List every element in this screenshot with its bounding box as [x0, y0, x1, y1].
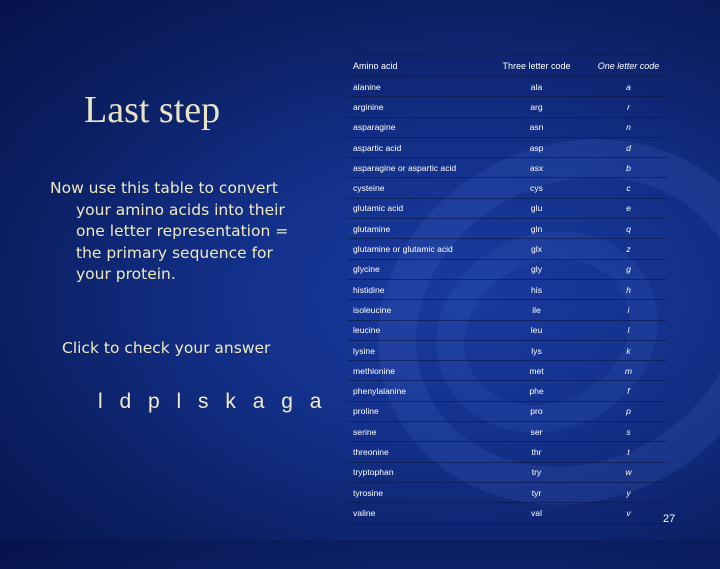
- page-number: 27: [663, 513, 676, 525]
- three-letter-cell: ser: [483, 422, 590, 442]
- table-row: [347, 158, 667, 178]
- table-row: [347, 340, 667, 360]
- three-letter-cell: ile: [483, 300, 590, 320]
- amino-acid-cell: isoleucine: [347, 300, 483, 320]
- three-letter-cell: pro: [483, 401, 590, 421]
- table-row: [347, 117, 667, 137]
- three-letter-cell: ala: [483, 77, 590, 97]
- table-row: [347, 198, 667, 218]
- one-letter-cell: h: [590, 279, 667, 299]
- three-letter-cell: glx: [483, 239, 590, 259]
- table-row: [347, 320, 667, 340]
- amino-acid-table: [347, 54, 667, 524]
- three-letter-cell: cys: [483, 178, 590, 198]
- table-row: [347, 77, 667, 97]
- instructions-text: [50, 178, 312, 286]
- one-letter-cell: y: [590, 482, 667, 502]
- one-letter-cell: w: [590, 462, 667, 482]
- table-row: [347, 503, 667, 523]
- three-letter-cell: met: [483, 361, 590, 381]
- three-letter-cell: lys: [483, 340, 590, 360]
- table-row: [347, 462, 667, 482]
- one-letter-cell: m: [590, 361, 667, 381]
- slide-title: Last step: [84, 89, 221, 131]
- table-row: [347, 300, 667, 320]
- one-letter-cell: f: [590, 381, 667, 401]
- amino-acid-cell: glutamine: [347, 219, 483, 239]
- one-letter-cell: i: [590, 300, 667, 320]
- check-answer-link[interactable]: Click to check your answer: [62, 339, 271, 357]
- three-letter-cell: asn: [483, 117, 590, 137]
- one-letter-cell: a: [590, 77, 667, 97]
- amino-acid-cell: threonine: [347, 442, 483, 462]
- amino-acid-cell: glutamine or glutamic acid: [347, 239, 483, 259]
- amino-acid-cell: glutamic acid: [347, 198, 483, 218]
- one-letter-cell: n: [590, 117, 667, 137]
- amino-acid-cell: proline: [347, 401, 483, 421]
- amino-acid-cell: alanine: [347, 77, 483, 97]
- amino-acid-cell: tyrosine: [347, 482, 483, 502]
- three-letter-cell: glu: [483, 198, 590, 218]
- one-letter-cell: d: [590, 137, 667, 157]
- one-letter-cell: s: [590, 422, 667, 442]
- table-row: [347, 219, 667, 239]
- one-letter-cell: t: [590, 442, 667, 462]
- three-letter-cell: val: [483, 503, 590, 523]
- one-letter-cell: e: [590, 198, 667, 218]
- three-letter-cell: asp: [483, 137, 590, 157]
- answer-sequence: l d p l s k a g a: [98, 390, 327, 413]
- table-row: [347, 259, 667, 279]
- table-row: [347, 361, 667, 381]
- table-row: [347, 97, 667, 117]
- table-row: [347, 401, 667, 421]
- one-letter-cell: p: [590, 401, 667, 421]
- three-letter-cell: asx: [483, 158, 590, 178]
- table-row: [347, 381, 667, 401]
- three-letter-cell: his: [483, 279, 590, 299]
- amino-acid-cell: lysine: [347, 340, 483, 360]
- three-letter-cell: arg: [483, 97, 590, 117]
- table-body: [347, 77, 667, 524]
- three-letter-cell: gln: [483, 219, 590, 239]
- one-letter-cell: v: [590, 503, 667, 523]
- table-row: [347, 422, 667, 442]
- table-row: [347, 482, 667, 502]
- amino-acid-cell: arginine: [347, 97, 483, 117]
- column-header-amino-acid: Amino acid: [347, 55, 483, 77]
- table-header-row: [347, 55, 667, 77]
- three-letter-cell: gly: [483, 259, 590, 279]
- one-letter-cell: r: [590, 97, 667, 117]
- column-header-three-letter: Three letter code: [483, 55, 590, 77]
- amino-acid-cell: tryptophan: [347, 462, 483, 482]
- amino-acid-cell: aspartic acid: [347, 137, 483, 157]
- table-row: [347, 239, 667, 259]
- three-letter-cell: try: [483, 462, 590, 482]
- instructions-label: Now use this table to convert your amino acids into their one letter representation = the primary sequence for your protein.: [50, 179, 289, 283]
- one-letter-cell: c: [590, 178, 667, 198]
- amino-acid-cell: phenylalanine: [347, 381, 483, 401]
- one-letter-cell: l: [590, 320, 667, 340]
- one-letter-cell: k: [590, 340, 667, 360]
- amino-acid-cell: glycine: [347, 259, 483, 279]
- amino-acid-cell: serine: [347, 422, 483, 442]
- table-row: [347, 178, 667, 198]
- column-header-one-letter: One letter code: [590, 55, 667, 77]
- amino-acid-cell: methionine: [347, 361, 483, 381]
- one-letter-cell: z: [590, 239, 667, 259]
- amino-acid-cell: valine: [347, 503, 483, 523]
- one-letter-cell: b: [590, 158, 667, 178]
- three-letter-cell: phe: [483, 381, 590, 401]
- three-letter-cell: tyr: [483, 482, 590, 502]
- table-row: [347, 137, 667, 157]
- table-row: [347, 442, 667, 462]
- one-letter-cell: g: [590, 259, 667, 279]
- amino-acid-cell: histidine: [347, 279, 483, 299]
- amino-acid-cell: leucine: [347, 320, 483, 340]
- three-letter-cell: thr: [483, 442, 590, 462]
- three-letter-cell: leu: [483, 320, 590, 340]
- amino-acid-cell: asparagine: [347, 117, 483, 137]
- one-letter-cell: q: [590, 219, 667, 239]
- amino-acid-cell: asparagine or aspartic acid: [347, 158, 483, 178]
- table-row: [347, 279, 667, 299]
- amino-acid-cell: cysteine: [347, 178, 483, 198]
